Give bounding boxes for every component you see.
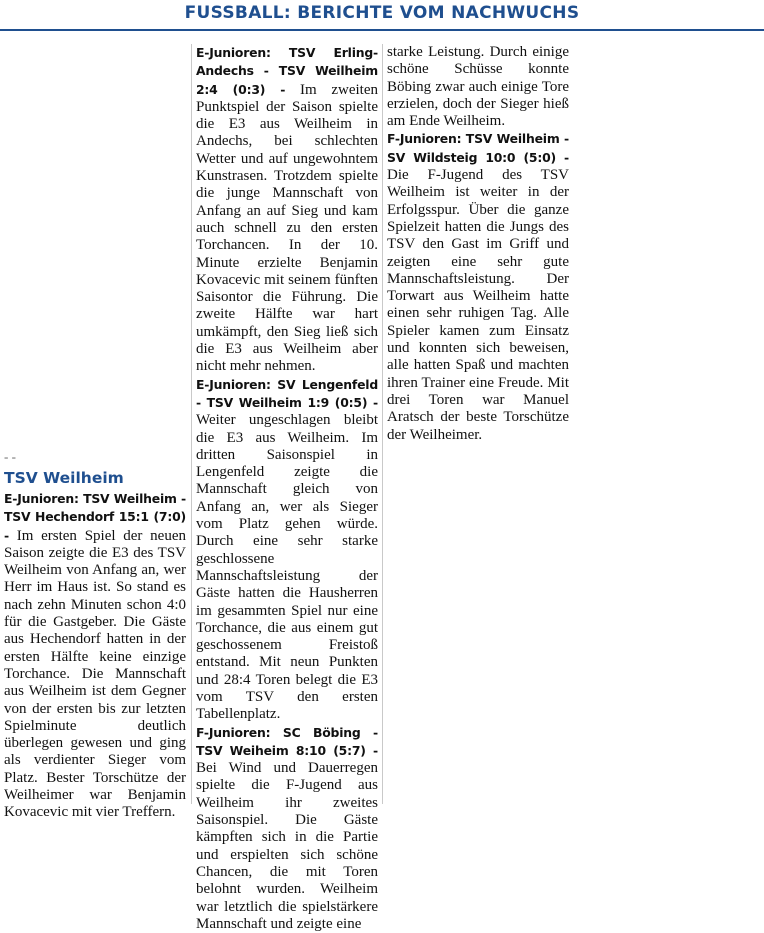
column-divider: [191, 44, 192, 804]
match-heading: F-Junioren: TSV Weilheim - SV Wildsteig 10:0 (5:0) -: [387, 131, 569, 165]
article-paragraph: [387, 44, 569, 130]
match-heading: E-Junioren: SV Lengenfeld - TSV Weilheim 1:9 (0:5) -: [196, 376, 378, 410]
article-paragraph: [196, 724, 378, 933]
article-paragraph: [387, 130, 569, 443]
article-text: Im ersten Spiel der neuen Saison zeigte die E3 des TSV Weilheim von Anfang an, wer Herr im Haus ist. So stand es nach zehn Minuten schon 4:0 für die Gastgeber. Die Gäste aus Hechendorf hatten in der ersten Hälfte keine einzige Torchance. Die Mannschaft aus Weilheim ist dem Gegner von der ersten bis zur letzten Spielminute deutlich überlegen gewesen und ging als verdienter Sieger vom Platz. Bester Torschütze der Weilheimer war Benjamin Kovacevic mit vier Treffern.: [4, 527, 186, 821]
article-paragraph: [196, 44, 378, 376]
article-paragraph: [4, 490, 186, 822]
column-2: [196, 44, 378, 933]
column-3: [387, 44, 569, 444]
header-rule: [0, 29, 764, 31]
column-1: [4, 449, 186, 822]
section-title: TSV Weilheim: [4, 469, 124, 487]
page-header: FUSSBALL: BERICHTE VOM NACHWUCHS: [184, 3, 580, 23]
article-text: Bei Wind und Dauerregen spielte die F-Jugend aus Weilheim ihr zweites Saisonspiel. Die Gäste kämpften sich in die Partie und erspielten sich schöne Chancen, die mit Toren belohnt wurden. Weilheim war letztlich die spielstärkere Mannschaft und zeigte eine: [196, 760, 378, 932]
article-text: Im zweiten Punktspiel der Saison spielte die E3 aus Weilheim in Andechs, bei schlechten Wetter und auf ungewohntem Kunstrasen. Trotzdem spielte die junge Mannschaft von Anfang an auf Sieg und kam auch schnell zu den ersten Torchancen. In der 10. Minute erzielte Benjamin Kovacevic mit seinem fünften Saisontor die Führung. Die zweite Hälfte war hart umkämpft, den Sieg ließ sich die E3 aus Weilheim aber nicht mehr nehmen.: [196, 81, 378, 375]
match-heading: F-Junioren: SC Böbing - TSV Weiheim 8:10 (5:7) -: [196, 724, 378, 758]
column-divider: [382, 44, 383, 804]
match-heading: E-Junioren: TSV Weilheim - TSV Hechendorf 15:1 (7:0) -: [4, 491, 186, 543]
article-paragraph: [196, 376, 378, 724]
article-text: starke Leistung. Durch einige schöne Schüsse konnte Böbing zwar auch einige Tore erzielen, doch der Sieger hieß am Ende Weilheim.: [387, 44, 569, 130]
article-text: Weiter ungeschlagen bleibt die E3 aus Weilheim. Im dritten Saisonspiel in Lengenfeld zeigte die Mannschaft gleich von Anfang an, wer als Sieger vom Platz gehen würde. Durch eine sehr starke geschlossene Mannschaftsleistung der Gäste hatten die Hausherren im gesammten Spiel nur eine Torchance, die aus einem gut geschossenem Freistoß entstand. Mit neun Punkten und 28:4 Toren belegt die E3 vom TSV den ersten Tabellenplatz.: [196, 412, 378, 723]
match-heading: E-Junioren: TSV Erling-Andechs - TSV Weilheim 2:4 (0:3) -: [196, 45, 378, 97]
article-text: Die F-Jugend des TSV Weilheim ist weiter in der Erfolgsspur. Über die ganze Spielzeit hatten die Jungs des TSV den Gast im Griff und zeigten eine sehr gute Mannschaftsleistung. Der Torwart aus Weilheim hatte einen sehr ruhigen Tag. Alle Spieler kamen zum Einsatz und konnten sich beweisen, alle hatten Spaß und machten ihren Trainer eine Freude. Mit drei Toren war Manuel Aratsch der beste Torschütze der Weilheimer.: [387, 167, 569, 443]
column-marks: - -: [4, 449, 16, 464]
